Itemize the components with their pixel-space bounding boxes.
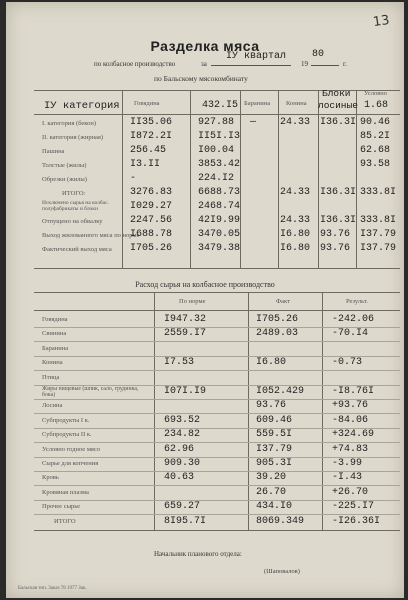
cell: I688.78 bbox=[130, 229, 173, 240]
cell: 2468.74 bbox=[198, 201, 241, 212]
cell-fact: 26.70 bbox=[256, 486, 287, 498]
cell-norm: I07I.I9 bbox=[164, 386, 207, 397]
cell-norm: I947.32 bbox=[164, 314, 207, 325]
row-label: II. категория (жирная) bbox=[42, 134, 104, 141]
cell: I6.80 bbox=[280, 243, 311, 254]
cell-fact: 434.I0 bbox=[256, 501, 293, 513]
cell: 42I9.99 bbox=[198, 215, 241, 226]
period-prefix: по колбасное производство bbox=[94, 60, 176, 68]
head-label: Начальник планового отдела: bbox=[154, 550, 242, 558]
row-label: ИТОГО: bbox=[62, 190, 86, 197]
cell-fact: 559.5I bbox=[256, 429, 293, 441]
cell: 93.76 bbox=[320, 229, 351, 240]
cell: 333.8I bbox=[360, 215, 397, 226]
cell-result: -70.I4 bbox=[332, 328, 369, 340]
cell: I36.3I bbox=[320, 187, 357, 198]
row-label: I. категория (бекон) bbox=[42, 120, 97, 127]
quarter-underline bbox=[211, 65, 291, 66]
cell: 927.88 bbox=[198, 117, 235, 128]
cell: I37.79 bbox=[360, 229, 397, 240]
document-sheet bbox=[6, 2, 404, 598]
cell: 24.33 bbox=[280, 215, 311, 226]
row-label: Пашина bbox=[42, 148, 65, 155]
cell: 6688.73 bbox=[198, 187, 241, 198]
col-header-pork-total: 432.I5 bbox=[202, 100, 239, 111]
period-suffix: г. bbox=[343, 60, 347, 68]
cell: 85.2I bbox=[360, 131, 391, 142]
cell-fact: 93.76 bbox=[256, 400, 287, 412]
cell-fact: 8069.349 bbox=[256, 515, 305, 527]
cell-result: +324.69 bbox=[332, 429, 375, 441]
row-label: Конина bbox=[42, 359, 63, 367]
cell-result: +26.70 bbox=[332, 486, 369, 498]
row-label: Фактический выход мяса bbox=[42, 246, 112, 253]
cell: II35.06 bbox=[130, 117, 173, 128]
plant-name: по Бальскому мясокомбинату bbox=[154, 74, 248, 83]
col-header-conditional: Условно bbox=[364, 90, 387, 97]
cell: 3853.42 bbox=[198, 159, 241, 170]
row-label: Отпущено на обвалку bbox=[42, 218, 103, 225]
page-number: 13 bbox=[372, 12, 391, 31]
cell-result: -3.99 bbox=[332, 458, 363, 469]
row-label: Кровяная плазма bbox=[42, 488, 89, 496]
cell: I3.II bbox=[130, 159, 161, 170]
cell-norm: I7.53 bbox=[164, 357, 195, 369]
cell-fact: 609.46 bbox=[256, 414, 293, 426]
cell: 3276.83 bbox=[130, 187, 173, 198]
cell: I029.27 bbox=[130, 201, 173, 212]
cell: I37.79 bbox=[360, 243, 397, 254]
cell: 224.I2 bbox=[198, 173, 235, 184]
col-header-beef: Говядина bbox=[134, 100, 160, 107]
cell-fact: I705.26 bbox=[256, 314, 299, 325]
row-label: Прочее сырье bbox=[42, 503, 81, 511]
cell: I36.3I bbox=[320, 215, 357, 226]
cell: 90.46 bbox=[360, 117, 391, 128]
cell-result: +93.76 bbox=[332, 400, 369, 412]
cell: 3470.05 bbox=[198, 229, 241, 240]
cell: 93.76 bbox=[320, 243, 351, 254]
cell: 62.68 bbox=[360, 145, 391, 156]
cell-result: -I8.76I bbox=[332, 386, 375, 397]
cell-result: -84.06 bbox=[332, 414, 369, 426]
cell-fact: 39.20 bbox=[256, 472, 287, 484]
row-label: Птица bbox=[42, 373, 60, 381]
cell-result: -242.06 bbox=[332, 314, 375, 325]
cell-result: -I26.36I bbox=[332, 515, 381, 527]
document-title: Разделка мяса bbox=[150, 38, 260, 54]
cell-result: +74.83 bbox=[332, 443, 369, 455]
row-label: Выход жилованного мяса по норме bbox=[42, 232, 140, 239]
row-label: Кровь bbox=[42, 474, 59, 482]
period-year: 80 bbox=[312, 49, 325, 60]
cell-result: -225.I7 bbox=[332, 501, 375, 513]
col-header-horse: Конина bbox=[286, 100, 307, 107]
cell-fact: 2489.03 bbox=[256, 328, 299, 340]
col-header-mutton: Баранина bbox=[244, 100, 271, 107]
year-underline bbox=[311, 65, 339, 66]
period-za: за bbox=[201, 60, 207, 68]
cell: I36.3I bbox=[320, 117, 357, 128]
period-quarter: IУ квартал bbox=[226, 51, 287, 62]
row-divider bbox=[34, 341, 400, 342]
section-2-title: Расход сырья на колбасное производство bbox=[135, 280, 275, 289]
meat-cutting-table bbox=[34, 90, 400, 270]
cell: 333.8I bbox=[360, 187, 397, 198]
cell: 24.33 bbox=[280, 117, 311, 128]
raw-materials-table bbox=[34, 292, 400, 532]
col-header-fact: Факт bbox=[276, 298, 290, 305]
row-label: Жиры пищевые (шпик, сало, грудинка, бока) bbox=[42, 386, 139, 398]
cell: — bbox=[250, 117, 257, 128]
cell-norm: 62.96 bbox=[164, 443, 195, 455]
cell: II5I.I3 bbox=[198, 131, 241, 142]
row-label: Баранина bbox=[42, 344, 69, 352]
row-label: Свинина bbox=[42, 330, 67, 338]
row-label: ИТОГО bbox=[54, 517, 76, 525]
col-header-blocks: Блоки bbox=[322, 88, 351, 99]
row-label: Субпродукты II к. bbox=[42, 431, 92, 439]
row-label: Исключено сырья на колбас. полуфабрикаты и блоки bbox=[42, 200, 109, 212]
cell-norm: 909.30 bbox=[164, 458, 201, 469]
cell-fact: 905.3I bbox=[256, 458, 293, 469]
cell-fact: I6.80 bbox=[256, 357, 287, 369]
cell-norm: 234.82 bbox=[164, 429, 201, 441]
cell: 2247.56 bbox=[130, 215, 173, 226]
row-label: Условно годное мясо bbox=[42, 445, 101, 453]
cell: 256.45 bbox=[130, 145, 167, 156]
cell: - bbox=[130, 173, 137, 184]
period-year-prefix: 19 bbox=[301, 60, 308, 68]
row-label: Субпродукты I к. bbox=[42, 416, 90, 424]
cell-norm: 659.27 bbox=[164, 501, 201, 513]
cell: I872.2I bbox=[130, 131, 173, 142]
cell-norm: 693.52 bbox=[164, 414, 201, 426]
cell-fact: I37.79 bbox=[256, 443, 293, 455]
cell: 93.58 bbox=[360, 159, 391, 170]
row-label: Говядина bbox=[42, 316, 68, 323]
cell-norm: 8I95.7I bbox=[164, 515, 207, 527]
row-label: Сырье для копчения bbox=[42, 460, 99, 467]
cell: 3479.38 bbox=[198, 243, 241, 254]
col-header-conditional-value: 1.68 bbox=[364, 100, 389, 111]
cell-norm: 2559.I7 bbox=[164, 328, 207, 340]
col-header-elk: лосиные bbox=[318, 100, 358, 111]
print-info: Бальская тип. Заказ 78 1977 Зак. bbox=[18, 586, 87, 591]
cell: I6.80 bbox=[280, 229, 311, 240]
cell: I00.04 bbox=[198, 145, 235, 156]
cell-norm: 40.63 bbox=[164, 472, 195, 484]
cell: I705.26 bbox=[130, 243, 173, 254]
cell-result: -I.43 bbox=[332, 472, 363, 484]
col-header-norm: По норме bbox=[179, 298, 206, 305]
row-label: Толстые (жилы) bbox=[42, 162, 87, 169]
col-header-result: Результ. bbox=[346, 298, 368, 305]
category-header: IУ категория bbox=[44, 100, 120, 112]
row-label: Обрезки (жилы) bbox=[42, 176, 87, 183]
row-divider bbox=[34, 370, 400, 371]
row-label: Лосина bbox=[42, 402, 63, 410]
cell: 24.33 bbox=[280, 187, 311, 198]
cell-fact: I052.429 bbox=[256, 386, 305, 397]
cell-result: -0.73 bbox=[332, 357, 363, 369]
signature-name: (Шаповалов) bbox=[264, 568, 300, 575]
